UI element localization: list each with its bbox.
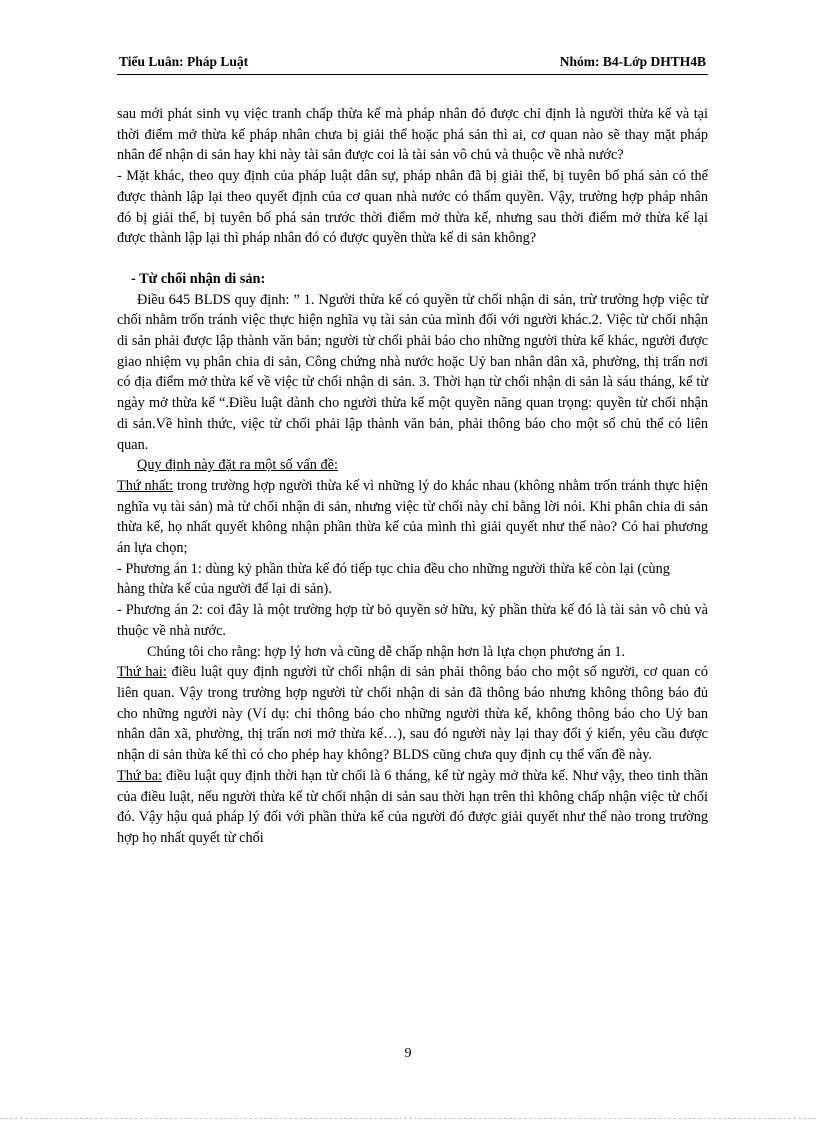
paragraph — [117, 476, 708, 559]
paragraph: - Phương án 2: coi đây là một trường hợp từ bỏ quyền sở hữu, kỷ phần thừa kế đó là tài sản vô chủ và thuộc về nhà nước. — [117, 602, 708, 639]
paragraph: - Phương án 1: dùng kỷ phần thừa kế đó tiếp tục chia đều cho những người thừa kế còn lại (cùng — [117, 560, 670, 577]
paragraph — [117, 662, 708, 766]
paragraph: Điều 645 BLDS quy định: ” 1. Người thừa kế có quyền từ chối nhận di sản, trừ trường hợp việc từ chối nhằm trốn tránh việc thực hiện nghĩa vụ tài sản của mình đối với người khác.2. Việc từ chối nhận di sản phải được lập thành văn bản; người từ chối phải báo cho những người thừa kế khác, người được giao nhiệm vụ phân chia di sản, Công chứng nhà nước hoặc Uỷ ban nhân dân xã, phường, thị trấn nơi có địa điểm mở thừa kế về việc từ chối nhận di sản. 3. Thời hạn từ chối nhận di sản là sáu tháng, kể từ ngày mở thừa kế “.Điều luật dành cho người thừa kế một quyền năng quan trọng: quyền từ chối nhận di sản.Về hình thức, việc từ chối phải lập thành văn bản, phải thông báo cho một số chủ thể có liên quan. — [117, 291, 708, 453]
spacer — [117, 249, 708, 269]
header-group: Nhóm: B4-Lớp DHTH4B — [559, 54, 706, 69]
paragraph — [117, 766, 708, 849]
paragraph-text: điều luật quy định người từ chối nhận di sản phải thông báo cho một số người, cơ quan có liên quan. Vậy trong trường hợp người từ chối nhận di sản đã thông báo nhưng không thông báo đủ cho những người này (Ví dụ: chỉ thông báo cho những người thừa kế, không thông báo cho Uỷ ban nhân dân xã, phường, thị trấn nơi mở thừa kế…), sau đó người này lại thay đổi ý kiến, yêu cầu được nhận di sản thừa kế thì có cho phép hay không? BLDS cũng chưa quy định cụ thể vấn đề này. — [117, 664, 708, 764]
paragraph-label: Thứ nhất: — [117, 477, 174, 494]
paragraph-label: Thứ ba: — [117, 767, 163, 784]
paragraph-text: điều luật quy định thời hạn từ chối là 6 tháng, kể từ ngày mở thừa kế. Như vậy, theo tinh thần của điều luật, nếu người thừa kế từ chối nhận di sản sau thời hạn trên thì không chấp nhận việc từ chối đó. Vậy hậu quả pháp lý đối với phần thừa kế của người đó được giải quyết như thế nào trong trường hợp họ nhất quyết từ chối — [117, 767, 709, 846]
paragraph: sau mới phát sinh vụ việc tranh chấp thừa kế mà pháp nhân đó được chỉ định là người thừa kế và tại thời điểm mở thừa kế pháp nhân chưa bị giải thể hoặc phá sản thì ai, cơ quan nào sẽ thay mặt pháp nhân để nhận di sản hay khi này tài sản được coi là tài sản vô chủ và thuộc về nhà nước? — [117, 106, 708, 164]
page-break-line — [0, 1118, 816, 1119]
page-header — [117, 52, 708, 75]
paragraph: hàng thừa kế của người để lại di sản). — [117, 581, 332, 598]
section-heading: - Từ chối nhận di sản: — [131, 270, 266, 287]
header-title: Tiểu Luân: Pháp Luật — [119, 54, 249, 69]
paragraph: - Mặt khác, theo quy định của pháp luật dân sự, pháp nhân đã bị giải thể, bị tuyên bố phá sản có thể được thành lập lại theo quyết định của cơ quan nhà nước có thẩm quyền. Vậy, trường hợp pháp nhân đó bị giải thể, bị tuyên bố phá sản trước thời điểm mở thừa kế, nhưng sau thời điểm mở thừa kế lại được thành lập lại thì pháp nhân đó có được quyền thừa kế di sản không? — [117, 168, 708, 247]
paragraph: Chúng tôi cho rằng: hợp lý hơn và cũng dễ chấp nhận hơn là lựa chọn phương án 1. — [147, 643, 626, 660]
document-body — [117, 104, 708, 849]
paragraph-label: Thứ hai: — [117, 664, 167, 681]
paragraph-text: trong trường hợp người thừa kế vì những lý do khác nhau (không nhằm trốn tránh thực hiện nghĩa vụ tài sản) mà từ chối nhận di sản, nhưng việc từ chối này chỉ bằng lời nói. Khi phân chia di sản thừa kế, họ nhất quyết không nhận phần thừa kế của mình thì giải quyết như thế nào? Có hai phương án lựa chọn; — [117, 477, 708, 557]
page-number: 9 — [404, 1046, 412, 1061]
paragraph-subheading — [117, 455, 708, 476]
subheading-text: Quy định này đặt ra một số vấn đề: — [137, 457, 338, 474]
